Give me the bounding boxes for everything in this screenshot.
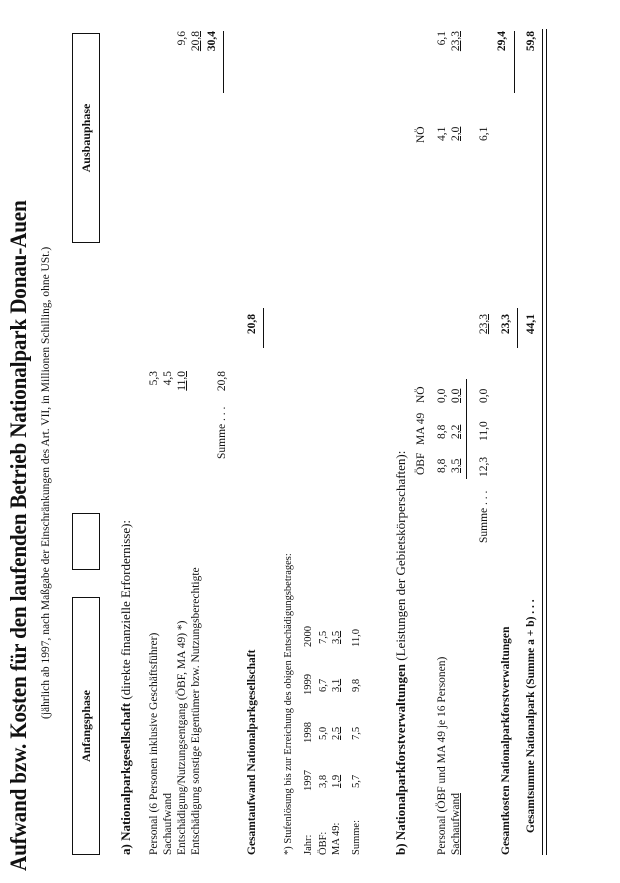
b-cell: 8,8 [436, 458, 448, 473]
a-total-label: Gesamtaufwand Nationalparkgesellschaft [246, 649, 258, 855]
a-item-anfang: 4,5 [162, 371, 174, 386]
stufen-row-label: ÖBF: [318, 831, 329, 855]
b-total-label: Gesamtkosten Nationalparkforstverwaltungen [500, 626, 512, 855]
stufen-cell: 1,9 [331, 774, 342, 788]
stufen-cell: 3,8 [318, 774, 329, 788]
stufen-cell: 7,5 [318, 630, 329, 644]
a-item-anfang: 11,0 [176, 371, 188, 391]
b-summe-ausbau-no: 6,1 [478, 126, 490, 141]
stufen-cell: 2000 [303, 626, 314, 647]
b-cell: 2,2 [450, 424, 462, 439]
b-summe-label: Summe . . . [478, 490, 490, 543]
ausbauphase-label: Ausbauphase [78, 103, 93, 173]
b-col-header: NÖ [415, 386, 427, 403]
anfangsphase-header [72, 597, 100, 855]
b-summe-cell: 11,0 [478, 421, 490, 441]
b-summe-rule [466, 379, 467, 479]
stufen-cell: 9,8 [351, 678, 362, 692]
page-subtitle: (jährlich ab 1997, nach Maßgabe der Einschränkungen des Art. VII, in Millionen Schilling, ohne USt.) [40, 246, 52, 719]
b-summe-ausbau: 29,4 [496, 31, 508, 52]
a-summe-ausbau: 30,4 [206, 31, 218, 52]
ausbauphase-header-left [72, 513, 100, 570]
stufen-cell: 5,7 [351, 774, 362, 788]
b-item-label: Personal (ÖBF und MA 49 je 16 Personen) [436, 656, 448, 855]
b-cell: 0,0 [436, 388, 448, 403]
a-ausbau-rule [223, 31, 224, 93]
a-item-label: Entschädigung/Nutzungsentgang (ÖBF, MA 49) *) [176, 620, 188, 855]
stufen-cell: 1999 [303, 674, 314, 695]
b-ausbau-rule [514, 31, 515, 93]
b-cell-ausbau-no: 4,1 [436, 126, 448, 141]
a-item-ausbau: 9,6 [176, 31, 188, 46]
ausbauphase-header [72, 33, 100, 243]
b-cell-ausbau-no: 2,0 [450, 126, 462, 141]
a-item-ausbau: 20,8 [190, 31, 202, 52]
section-b-heading-rest: (Leistungen der Gebietskörperschaften): [393, 450, 408, 664]
anfangsphase-label: Anfangsphase [78, 689, 93, 763]
stufen-cell: 2,5 [331, 726, 342, 740]
b-col-header: MA 49 [415, 412, 427, 445]
stufen-row-label: MA 49: [331, 822, 342, 855]
stufen-cell: 6,7 [318, 678, 329, 692]
b-item-label: Sachaufwand [450, 793, 462, 855]
b-cell-ausbau: 6,1 [436, 31, 448, 46]
stufen-cell: 3,5 [331, 630, 342, 644]
a-total-rule [263, 308, 264, 348]
a-item-anfang: 5,3 [148, 371, 160, 386]
b-cell: 8,8 [436, 424, 448, 439]
b-cell: 3,5 [450, 458, 462, 473]
page-title: Aufwand bzw. Kosten für den laufenden Betrieb Nationalpark Donau-Auen [6, 200, 31, 871]
section-b-heading [393, 451, 409, 855]
a-footnote: *) Stufenlösung bis zur Erreichung des obigen Entschädigungsbetrages: [283, 553, 294, 855]
b-total-rule [517, 308, 518, 348]
section-a-heading-bold: a) Nationalparkgesellschaft [118, 702, 133, 855]
grand-total-anfang: 44,1 [525, 314, 537, 335]
b-col-header: ÖBF [415, 452, 427, 475]
stufen-cell: 5,0 [318, 726, 329, 740]
b-total-anfang: 23,3 [500, 314, 512, 335]
a-item-label: Entschädigung sonstige Eigentümer bzw. Nutzungsberechtigte [190, 567, 202, 855]
stufen-cell: 1998 [303, 722, 314, 743]
b-summe-cell: 0,0 [478, 388, 490, 403]
grand-total-double-rule [542, 29, 547, 855]
section-a-heading-rest: (direkte finanzielle Erfordernisse): [118, 519, 133, 703]
stufen-row-label: Summe: [351, 819, 362, 855]
grand-total-ausbau: 59,8 [525, 31, 537, 52]
a-summe-label: Summe . . . [216, 406, 228, 459]
stufen-cell: 11,0 [351, 629, 362, 647]
b-cell-ausbau: 23,3 [450, 31, 462, 52]
section-b-heading-bold: b) Nationalparkforstverwaltungen [393, 663, 408, 855]
b-summe-anfang: 23,3 [478, 314, 490, 335]
b-cell: 0,0 [450, 388, 462, 403]
stufen-row-label: Jahr: [303, 834, 314, 855]
a-summe-anfang: 20,8 [216, 371, 228, 392]
stufen-cell: 1997 [303, 770, 314, 791]
b-summe-cell: 12,3 [478, 456, 490, 477]
stufen-cell: 3,1 [331, 678, 342, 692]
a-item-label: Personal (6 Personen inklusive Geschäftsführer) [148, 632, 160, 855]
grand-total-label: Gesamtsumme Nationalpark (Summe a + b) . . . [525, 599, 537, 833]
b-col-header-ausbau-no: NÖ [415, 126, 427, 143]
a-total-anfang: 20,8 [246, 314, 258, 335]
stufen-cell: 7,5 [351, 726, 362, 740]
a-item-label: Sachaufwand [162, 793, 174, 855]
section-a-heading [118, 520, 134, 855]
